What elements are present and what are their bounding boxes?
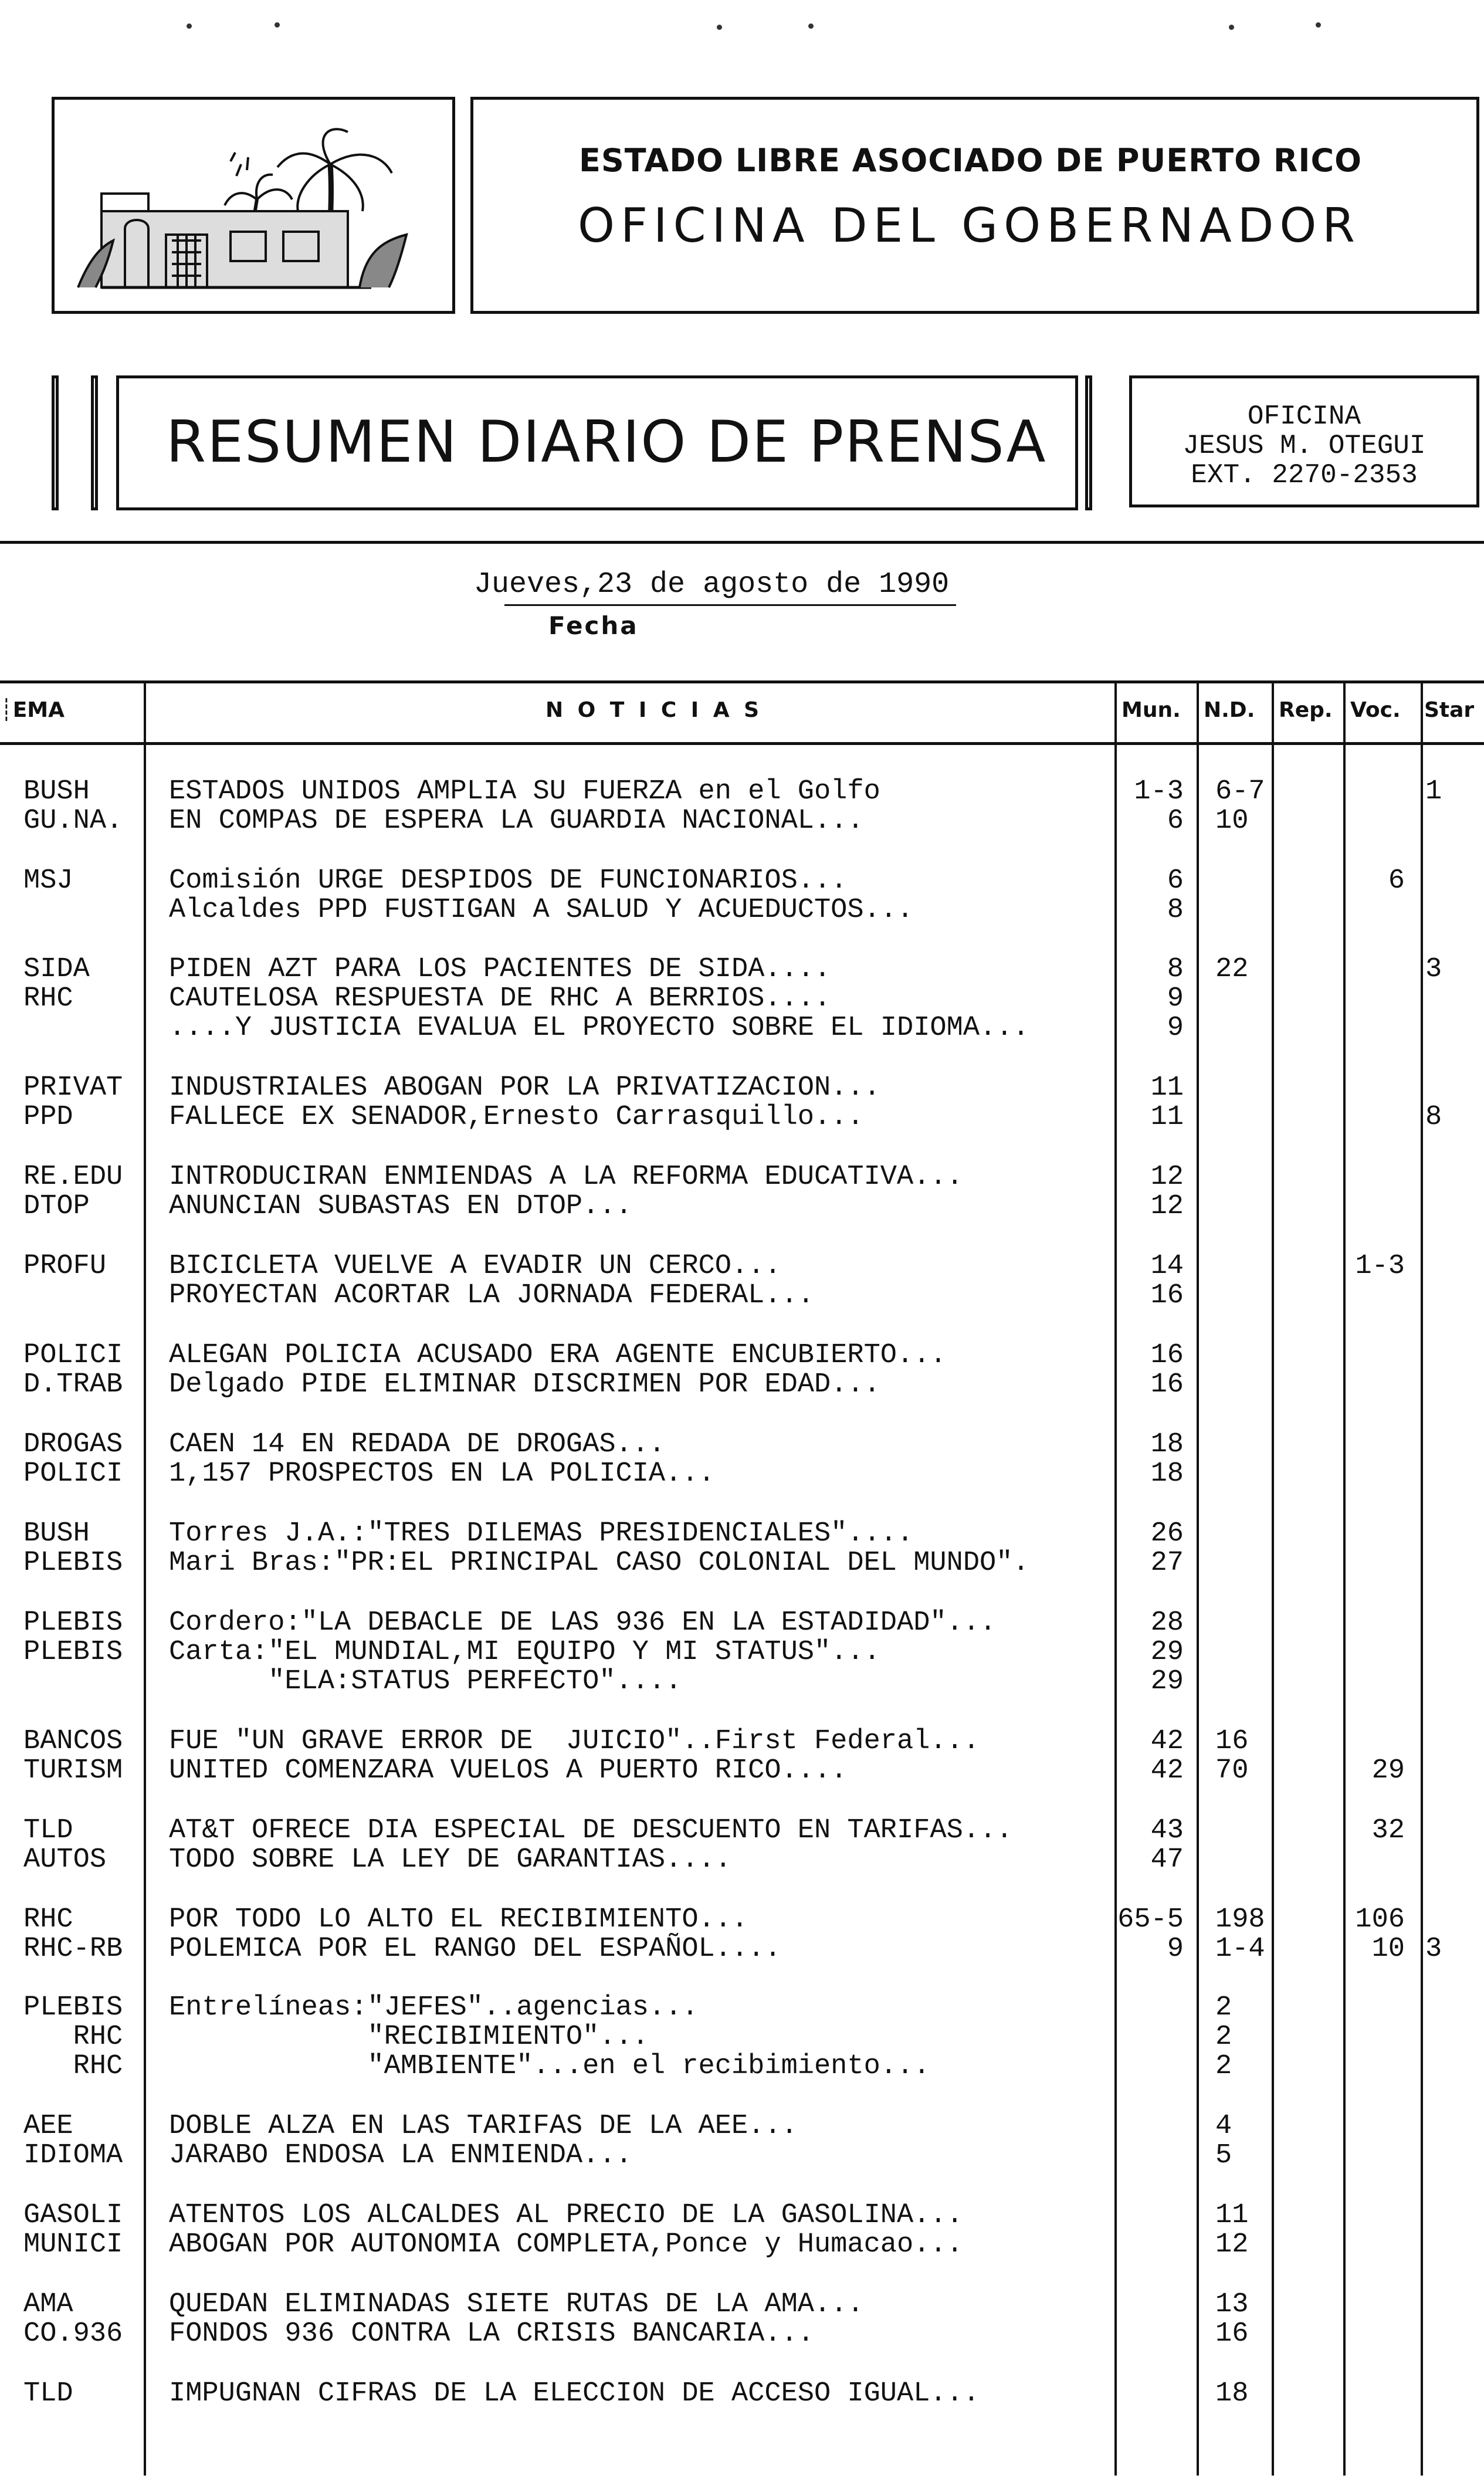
row-tema: GU.NA.: [23, 805, 123, 837]
row-mun: 11: [1150, 1072, 1184, 1103]
row-mun: 42: [1150, 1726, 1184, 1757]
table-row: [0, 1192, 1484, 1221]
table-row: [0, 1519, 1484, 1549]
row-headline: UNITED COMENZARA VUELOS A PUERTO RICO....: [169, 1755, 848, 1786]
row-star: 8: [1425, 1102, 1442, 1133]
table-header-rule: [0, 742, 1484, 745]
row-voc: 106: [1355, 1904, 1405, 1935]
row-headline: ....Y JUSTICIA EVALUA EL PROYECTO SOBRE EL IDIOMA...: [169, 1013, 1029, 1044]
row-voc: 1-3: [1355, 1251, 1405, 1282]
table-row: [0, 1074, 1484, 1103]
table-row: [0, 866, 1484, 896]
row-nd: 70: [1215, 1755, 1249, 1786]
table-row: [0, 1370, 1484, 1400]
column-header-star: Star: [1424, 698, 1475, 722]
table-row: [0, 1163, 1484, 1192]
table-row: [0, 896, 1484, 925]
table-row: [0, 2201, 1484, 2230]
row-voc: 6: [1388, 865, 1405, 896]
table-row: [0, 1252, 1484, 1281]
scan-dot: [275, 22, 280, 28]
row-tema: RHC: [23, 1904, 73, 1935]
row-headline: INDUSTRIALES ABOGAN POR LA PRIVATIZACION...: [169, 1072, 880, 1103]
row-tema: MUNICI: [23, 2229, 123, 2260]
row-mun: 8: [1167, 954, 1184, 985]
table-row: [0, 1014, 1484, 1043]
scan-dot: [187, 23, 192, 29]
row-headline: BICICLETA VUELVE A EVADIR UN CERCO...: [169, 1251, 781, 1282]
row-mun: 27: [1150, 1548, 1184, 1579]
table-top-rule: [0, 680, 1484, 683]
row-tema: BUSH: [23, 1518, 90, 1549]
row-tema: AMA: [23, 2289, 73, 2320]
row-nd: 2: [1215, 2051, 1232, 2082]
row-headline: POLEMICA POR EL RANGO DEL ESPAÑOL....: [169, 1934, 781, 1965]
table-row: [0, 1549, 1484, 1578]
column-header-voc: Voc.: [1350, 698, 1401, 722]
table-row: [0, 1103, 1484, 1132]
table-row: [0, 1935, 1484, 1964]
row-tema: PLEBIS: [23, 1637, 123, 1668]
row-tema: PPD: [23, 1102, 73, 1133]
row-mun: 16: [1150, 1340, 1184, 1371]
row-nd: 2: [1215, 1992, 1232, 2023]
row-tema: MSJ: [23, 865, 73, 896]
scan-dot: [717, 25, 722, 30]
row-nd: 5: [1215, 2140, 1232, 2171]
row-star: 3: [1425, 1934, 1442, 1965]
row-tema: RHC: [23, 2022, 123, 2053]
table-row: [0, 1281, 1484, 1311]
date-value: Jueves,23 de agosto de 1990: [474, 568, 950, 601]
row-tema: RHC-RB: [23, 1934, 123, 1965]
row-mun: 9: [1167, 1934, 1184, 1965]
row-headline: CAUTELOSA RESPUESTA DE RHC A BERRIOS....: [169, 983, 831, 1014]
row-headline: ATENTOS LOS ALCALDES AL PRECIO DE LA GASOLINA...: [169, 2200, 963, 2231]
column-header-mun: Mun.: [1122, 698, 1181, 722]
table-row: [0, 2379, 1484, 2409]
row-mun: 26: [1150, 1518, 1184, 1549]
row-headline: Cordero:"LA DEBACLE DE LAS 936 EN LA ESTADIDAD"...: [169, 1607, 997, 1638]
row-mun: 9: [1167, 983, 1184, 1014]
row-mun: 29: [1150, 1666, 1184, 1697]
row-nd: 2: [1215, 2022, 1232, 2053]
row-tema: CO.936: [23, 2318, 123, 2349]
row-nd: 12: [1215, 2229, 1249, 2260]
row-nd: 16: [1215, 1726, 1249, 1757]
table-row: [0, 1846, 1484, 1875]
row-tema: PRIVAT: [23, 1072, 123, 1103]
row-tema: SIDA: [23, 954, 90, 985]
row-tema: POLICI: [23, 1340, 123, 1371]
page-title: RESUMEN DIARIO DE PRENSA: [166, 409, 1047, 476]
row-tema: IDIOMA: [23, 2140, 123, 2171]
table-row: [0, 2320, 1484, 2349]
office-line2: JESUS M. OTEGUI: [1183, 431, 1426, 461]
divider: [0, 541, 1484, 544]
table-row: [0, 2052, 1484, 2081]
row-nd: 198: [1215, 1904, 1265, 1935]
table-row: [0, 955, 1484, 984]
row-nd: 11: [1215, 2200, 1249, 2231]
row-tema: DROGAS: [23, 1429, 123, 1460]
table-row: [0, 2141, 1484, 2171]
row-tema: PLEBIS: [23, 1992, 123, 2023]
row-mun: 29: [1150, 1637, 1184, 1668]
row-tema: BANCOS: [23, 1726, 123, 1757]
header-line2: OFICINA DEL GOBERNADOR: [578, 198, 1361, 253]
row-mun: 6: [1167, 865, 1184, 896]
row-headline: TODO SOBRE LA LEY DE GARANTIAS....: [169, 1844, 731, 1875]
row-nd: 1-4: [1215, 1934, 1265, 1965]
row-headline: AT&T OFRECE DIA ESPECIAL DE DESCUENTO EN TARIFAS...: [169, 1815, 1013, 1846]
row-mun: 18: [1150, 1458, 1184, 1489]
office-line1: OFICINA: [1247, 401, 1361, 432]
table-row: [0, 1460, 1484, 1489]
decor-bar: [1085, 375, 1092, 510]
row-nd: 6-7: [1215, 776, 1265, 807]
row-tema: D.TRAB: [23, 1369, 123, 1400]
row-tema: PLEBIS: [23, 1607, 123, 1638]
row-voc: 32: [1371, 1815, 1405, 1846]
logo-frame: [52, 97, 455, 314]
office-line3: EXT. 2270-2353: [1191, 460, 1418, 490]
row-headline: "AMBIENTE"...en el recibimiento...: [169, 2051, 930, 2082]
office-frame: [1129, 375, 1479, 507]
table-row: [0, 1609, 1484, 1638]
row-headline: Delgado PIDE ELIMINAR DISCRIMEN POR EDAD...: [169, 1369, 880, 1400]
row-headline: ABOGAN POR AUTONOMIA COMPLETA,Ponce y Humacao...: [169, 2229, 963, 2260]
row-tema: PROFU: [23, 1251, 107, 1282]
decor-bar: [52, 375, 59, 510]
date-underline: [504, 604, 956, 606]
row-headline: POR TODO LO ALTO EL RECIBIMIENTO...: [169, 1904, 748, 1935]
row-tema: BUSH: [23, 776, 90, 807]
row-headline: ESTADOS UNIDOS AMPLIA SU FUERZA en el Golfo: [169, 776, 880, 807]
row-nd: 18: [1215, 2378, 1249, 2409]
scan-dot: [808, 23, 814, 29]
row-mun: 12: [1150, 1162, 1184, 1193]
office-info: [1132, 402, 1476, 490]
row-headline: JARABO ENDOSA LA ENMIENDA...: [169, 2140, 632, 2171]
table-row: [0, 1905, 1484, 1935]
row-headline: DOBLE ALZA EN LAS TARIFAS DE LA AEE...: [169, 2111, 798, 2142]
table-row: [0, 2290, 1484, 2320]
table-row: [0, 984, 1484, 1014]
row-voc: 29: [1371, 1755, 1405, 1786]
table-row: [0, 807, 1484, 836]
column-header-tema: ┊EMA: [0, 698, 65, 722]
row-headline: FALLECE EX SENADOR,Ernesto Carrasquillo...: [169, 1102, 864, 1133]
row-nd: 4: [1215, 2111, 1232, 2142]
row-tema: TLD: [23, 2378, 73, 2409]
row-headline: EN COMPAS DE ESPERA LA GUARDIA NACIONAL...: [169, 805, 864, 837]
row-headline: Comisión URGE DESPIDOS DE FUNCIONARIOS...: [169, 865, 848, 896]
row-tema: RHC: [23, 983, 73, 1014]
row-mun: 11: [1150, 1102, 1184, 1133]
table-row: [0, 2230, 1484, 2260]
row-headline: FONDOS 936 CONTRA LA CRISIS BANCARIA...: [169, 2318, 814, 2349]
resumen-frame: [116, 375, 1078, 510]
row-nd: 16: [1215, 2318, 1249, 2349]
table-row: [0, 1816, 1484, 1846]
table-row: [0, 1638, 1484, 1667]
header-line1: ESTADO LIBRE ASOCIADO DE PUERTO RICO: [579, 142, 1363, 179]
row-tema: AEE: [23, 2111, 73, 2142]
row-headline: Entrelíneas:"JEFES"..agencias...: [169, 1992, 699, 2023]
row-headline: IMPUGNAN CIFRAS DE LA ELECCION DE ACCESO IGUAL...: [169, 2378, 980, 2409]
row-mun: 8: [1167, 895, 1184, 926]
row-headline: Carta:"EL MUNDIAL,MI EQUIPO Y MI STATUS"...: [169, 1637, 880, 1668]
row-headline: Mari Bras:"PR:EL PRINCIPAL CASO COLONIAL DEL MUNDO".: [169, 1548, 1029, 1579]
table-row: [0, 1993, 1484, 2023]
row-headline: "ELA:STATUS PERFECTO"....: [169, 1666, 682, 1697]
row-tema: GASOLI: [23, 2200, 123, 2231]
row-mun: 18: [1150, 1429, 1184, 1460]
row-mun: 16: [1150, 1280, 1184, 1311]
row-headline: INTRODUCIRAN ENMIENDAS A LA REFORMA EDUCATIVA...: [169, 1162, 963, 1193]
decor-bar: [91, 375, 98, 510]
row-headline: QUEDAN ELIMINADAS SIETE RUTAS DE LA AMA...: [169, 2289, 864, 2320]
row-mun: 1-3: [1134, 776, 1184, 807]
column-header-rep: Rep.: [1279, 698, 1333, 722]
table-row: [0, 1430, 1484, 1460]
row-tema: PLEBIS: [23, 1548, 123, 1579]
row-tema: RE.EDU: [23, 1162, 123, 1193]
column-header-noticias: N O T I C I A S: [546, 698, 763, 722]
date-label: Fecha: [548, 611, 639, 640]
row-headline: ALEGAN POLICIA ACUSADO ERA AGENTE ENCUBIERTO...: [169, 1340, 947, 1371]
row-mun: 65-5: [1117, 1904, 1184, 1935]
table-row: [0, 1727, 1484, 1756]
row-tema: AUTOS: [23, 1844, 107, 1875]
row-headline: "RECIBIMIENTO"...: [169, 2022, 649, 2053]
row-nd: 13: [1215, 2289, 1249, 2320]
row-headline: CAEN 14 EN REDADA DE DROGAS...: [169, 1429, 666, 1460]
row-headline: FUE "UN GRAVE ERROR DE JUICIO"..First Federal...: [169, 1726, 980, 1757]
row-mun: 43: [1150, 1815, 1184, 1846]
row-voc: 10: [1371, 1934, 1405, 1965]
row-headline: Alcaldes PPD FUSTIGAN A SALUD Y ACUEDUCTOS...: [169, 895, 914, 926]
row-nd: 22: [1215, 954, 1249, 985]
fortaleza-illustration: [55, 100, 452, 311]
row-tema: POLICI: [23, 1458, 123, 1489]
row-mun: 12: [1150, 1191, 1184, 1222]
scan-dot: [1229, 25, 1234, 30]
table-row: [0, 1756, 1484, 1786]
row-headline: 1,157 PROSPECTOS EN LA POLICIA...: [169, 1458, 715, 1489]
row-headline: ANUNCIAN SUBASTAS EN DTOP...: [169, 1191, 632, 1222]
row-mun: 28: [1150, 1607, 1184, 1638]
row-star: 3: [1425, 954, 1442, 985]
row-headline: PIDEN AZT PARA LOS PACIENTES DE SIDA....: [169, 954, 831, 985]
row-tema: DTOP: [23, 1191, 90, 1222]
row-mun: 9: [1167, 1013, 1184, 1044]
table-row: [0, 777, 1484, 807]
row-mun: 6: [1167, 805, 1184, 837]
row-tema: RHC: [23, 2051, 123, 2082]
row-star: 1: [1425, 776, 1442, 807]
table-row: [0, 2112, 1484, 2141]
table-row: [0, 1341, 1484, 1370]
table-row: [0, 2023, 1484, 2052]
row-mun: 16: [1150, 1369, 1184, 1400]
row-tema: TLD: [23, 1815, 73, 1846]
column-header-nd: N.D.: [1204, 698, 1255, 722]
row-nd: 10: [1215, 805, 1249, 837]
scan-dot: [1316, 22, 1321, 28]
header-title-frame: [470, 97, 1479, 314]
row-headline: Torres J.A.:"TRES DILEMAS PRESIDENCIALES"....: [169, 1518, 914, 1549]
table-row: [0, 1667, 1484, 1697]
row-mun: 47: [1150, 1844, 1184, 1875]
row-headline: PROYECTAN ACORTAR LA JORNADA FEDERAL...: [169, 1280, 814, 1311]
row-mun: 42: [1150, 1755, 1184, 1786]
row-tema: TURISM: [23, 1755, 123, 1786]
row-mun: 14: [1150, 1251, 1184, 1282]
